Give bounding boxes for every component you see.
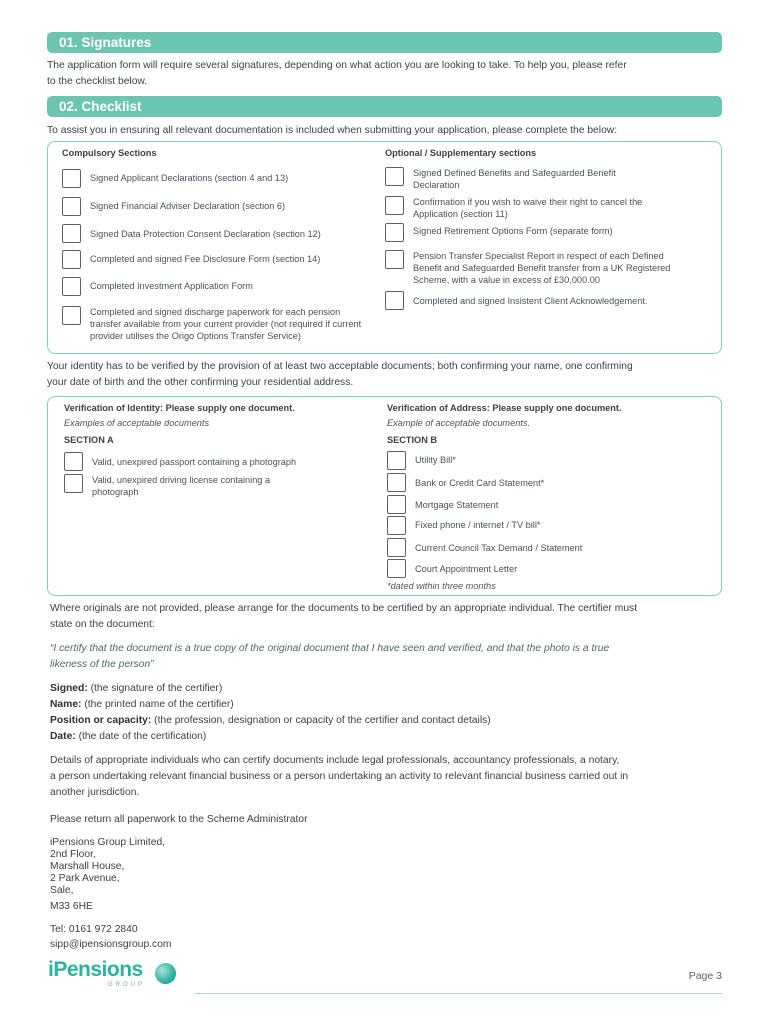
cert-quote-2: likeness of the person” [50, 659, 154, 670]
item-label: Fixed phone / internet / TV bill* [415, 520, 541, 530]
checklist-header: 02. Checklist [47, 96, 722, 117]
item-label: Completed and signed Insistent Client Acknowledgement. [413, 296, 648, 306]
optional-item [385, 167, 705, 191]
checkbox[interactable] [62, 277, 81, 296]
address-line: iPensions Group Limited, [50, 837, 166, 848]
optional-item [385, 291, 705, 310]
checkbox[interactable] [62, 197, 81, 216]
compulsory-item [62, 169, 362, 188]
address-line: 2nd Floor, [50, 849, 96, 860]
addr-item [387, 495, 687, 514]
date-text: (the date of the certification) [75, 731, 207, 742]
cert-text-2: state on the document: [50, 619, 155, 630]
item-label: Signed Financial Adviser Declaration (section 6) [90, 201, 286, 211]
compulsory-heading: Compulsory Sections [62, 148, 157, 158]
identity-box [47, 396, 722, 596]
address-line: Marshall House, [50, 861, 125, 872]
item-label: Current Council Tax Demand / Statement [415, 543, 583, 553]
logo-text: iPensions [48, 958, 143, 981]
compulsory-item [62, 277, 362, 296]
return-text: Please return all paperwork to the Scheme Administrator [50, 814, 308, 825]
addr-item [387, 538, 687, 557]
addr-item [387, 559, 687, 578]
name-label: Name: [50, 699, 82, 710]
item-label: Completed Investment Application Form [90, 281, 253, 291]
addr-item [387, 473, 687, 492]
signed-label: Signed: [50, 683, 88, 694]
checkbox[interactable] [387, 451, 406, 470]
compulsory-item [62, 224, 362, 243]
checkbox[interactable] [62, 169, 81, 188]
date-label: Date: [50, 731, 76, 742]
item-label: Pension Transfer Specialist Report in respect of each Defined Benefit and Safeguarded Benefit transfer from a UK Registered Scheme, with a value in excess of £30,000.00 [413, 251, 671, 285]
footer-divider [195, 993, 722, 994]
position-line [50, 713, 730, 729]
addr-examples: Example of acceptable documents. [387, 418, 530, 428]
compulsory-item [62, 197, 362, 216]
ipensions-logo [48, 958, 188, 992]
name-text: (the printed name of the certifier) [81, 699, 234, 710]
checkbox[interactable] [385, 167, 404, 186]
checkbox[interactable] [385, 223, 404, 242]
item-label: Utility Bill* [415, 455, 456, 465]
checkbox[interactable] [62, 224, 81, 243]
checkbox[interactable] [62, 306, 81, 325]
item-label: Signed Defined Benefits and Safeguarded Benefit Declaration [413, 168, 616, 190]
tel-text: Tel: 0161 972 2840 [50, 924, 138, 935]
checkbox[interactable] [387, 559, 406, 578]
item-label: Court Appointment Letter [415, 564, 518, 574]
address-line: Sale, [50, 885, 74, 896]
section-a-label: SECTION A [64, 435, 114, 445]
item-label: Signed Data Protection Consent Declaration (section 12) [90, 229, 321, 239]
optional-item [385, 223, 705, 242]
email-link[interactable]: sipp@ipensionsgroup.com [50, 939, 172, 950]
item-label: Valid, unexpired driving license containing a photograph [92, 475, 271, 497]
address-line: 2 Park Avenue, [50, 873, 120, 884]
details-1: Details of appropriate individuals who can certify documents include legal professionals, accountancy professionals, a notary, [50, 755, 620, 766]
cert-quote-1: “I certify that the document is a true copy of the original document that I have seen and verified, and that the photo is a true [50, 643, 610, 654]
cert-text-1: Where originals are not provided, please arrange for the documents to be certified by an appropriate individual. The certifier must [50, 603, 638, 614]
checkbox[interactable] [387, 495, 406, 514]
id-heading: Verification of Identity: Please supply one document. [64, 403, 295, 413]
signatures-text-2: to the checklist below. [47, 76, 148, 87]
page-number: Page 3 [688, 970, 722, 982]
id-examples: Examples of acceptable documents [64, 418, 210, 428]
item-label: Valid, unexpired passport containing a photograph [92, 457, 297, 467]
checkbox[interactable] [62, 250, 81, 269]
item-label: Signed Applicant Declarations (section 4 and 13) [90, 173, 289, 183]
signed-text: (the signature of the certifier) [87, 683, 223, 694]
dated-note: *dated within three months [387, 581, 496, 591]
checkbox[interactable] [385, 291, 404, 310]
optional-item [385, 250, 705, 286]
item-label: Completed and signed Fee Disclosure Form (section 14) [90, 254, 321, 264]
section-b-label: SECTION B [387, 435, 438, 445]
name-line [50, 697, 730, 713]
signatures-text-1: The application form will require several signatures, depending on what action you are looking to take. To help you, please refer [47, 60, 627, 71]
item-label: Bank or Credit Card Statement* [415, 478, 545, 488]
addr-heading: Verification of Address: Please supply one document. [387, 403, 622, 413]
logo-subtext: GROUP [108, 982, 146, 988]
id-item [64, 452, 364, 471]
identity-intro-1: Your identity has to be verified by the provision of at least two acceptable documents; both confirming your name, one confirming [47, 361, 633, 372]
checkbox[interactable] [64, 452, 83, 471]
item-label: Mortgage Statement [415, 500, 499, 510]
details-3: another jurisdiction. [50, 787, 140, 798]
item-label: Completed and signed discharge paperwork for each pension transfer available from your current provider (not required if current provider utilises the Origo Options Transfer Service) [90, 307, 362, 341]
checkbox[interactable] [387, 538, 406, 557]
details-2: a person undertaking relevant financial business or a person undertaking an activity to relevant financial business carried out in [50, 771, 629, 782]
position-label: Position or capacity: [50, 715, 152, 726]
compulsory-item [62, 306, 380, 342]
id-item [64, 474, 324, 498]
optional-item [385, 196, 705, 220]
item-label: Confirmation if you wish to waive their right to cancel the Application (section 11) [413, 197, 643, 219]
checkbox[interactable] [64, 474, 83, 493]
address-line: M33 6HE [50, 901, 93, 912]
globe-icon [155, 963, 176, 984]
checkbox[interactable] [387, 473, 406, 492]
optional-heading: Optional / Supplementary sections [385, 148, 537, 158]
addr-item [387, 451, 687, 470]
item-label: Signed Retirement Options Form (separate form) [413, 226, 613, 236]
checkbox[interactable] [385, 250, 404, 269]
checkbox[interactable] [387, 516, 406, 535]
checklist-intro: To assist you in ensuring all relevant documentation is included when submitting your application, please complete the below: [47, 125, 618, 136]
identity-intro-2: your date of birth and the other confirming your residential address. [47, 377, 354, 388]
position-text: (the profession, designation or capacity of the certifier and contact details) [151, 715, 491, 726]
date-line [50, 729, 730, 745]
checkbox[interactable] [385, 196, 404, 215]
signed-line [50, 681, 730, 697]
addr-item [387, 516, 687, 535]
compulsory-item [62, 250, 362, 269]
signatures-header: 01. Signatures [47, 32, 722, 53]
checklist-box [47, 141, 722, 354]
